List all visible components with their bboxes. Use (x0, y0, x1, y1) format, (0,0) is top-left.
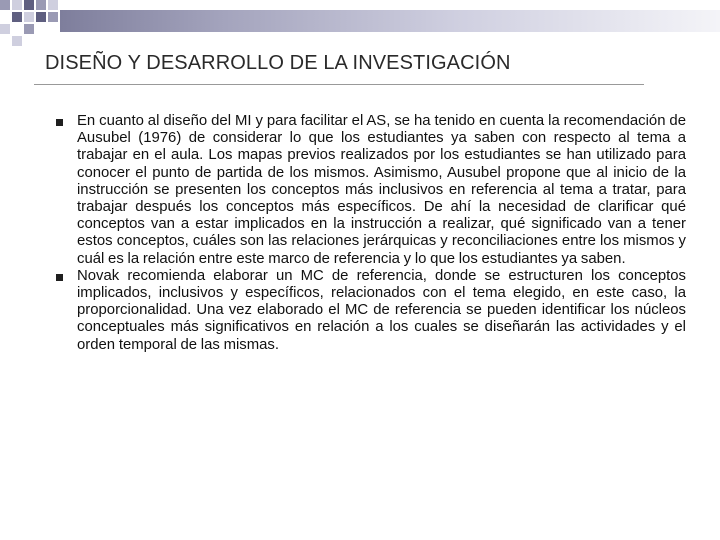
list-item (40, 268, 686, 354)
bullet-text: En cuanto al diseño del MI y para facilitar el AS, se ha tenido en cuenta la recomendación de Ausubel (1976) de considerar lo que los estudiantes ya saben con respecto al tema a trabajar en el aula. Los mapas previos realizados por los estudiantes se han utilizado para conocer el punto de partida de los mismos. Asimismo, Ausubel propone que al inicio de la instrucción se presenten los conceptos más inclusivos en referencia al tema a tratar, para trabajar después los conceptos más específicos. De ahí la necesidad de clarificar qué conceptos van a estar implicados en la instrucción a realizar, qué significado van a tener estos conceptos, cuáles son las relaciones jerárquicas y reconciliaciones entre los mismos y cuál es la relación entre este marco de referencia y lo que los estudiantes ya saben. (77, 113, 686, 267)
deco-square (0, 24, 10, 34)
deco-square (24, 24, 34, 34)
header-gradient-bar (60, 10, 720, 32)
deco-square (36, 0, 46, 10)
title-divider (34, 84, 644, 85)
square-bullet-icon (56, 274, 63, 281)
deco-square (24, 12, 34, 22)
deco-square (0, 0, 10, 10)
list-item (40, 113, 686, 268)
deco-square (48, 0, 58, 10)
square-bullet-icon (56, 119, 63, 126)
deco-square (36, 12, 46, 22)
deco-square (48, 12, 58, 22)
deco-square (12, 12, 22, 22)
bullet-text: Novak recomienda elaborar un MC de referencia, donde se estructuren los conceptos implicados, inclusivos y específicos, relacionados con el tema elegido, en este caso, la proporcionalidad. Una vez elaborado el MC de referencia se pueden identificar los núcleos conceptuales más significativos en relación a los cuales se diseñarán las actividades y el orden temporal de las mismas. (77, 267, 686, 353)
header-decoration (0, 0, 720, 48)
slide-title: DISEÑO Y DESARROLLO DE LA INVESTIGACIÓN (45, 52, 511, 74)
bullet-list (40, 113, 686, 354)
deco-square (12, 0, 22, 10)
deco-square (24, 0, 34, 10)
deco-square (12, 36, 22, 46)
